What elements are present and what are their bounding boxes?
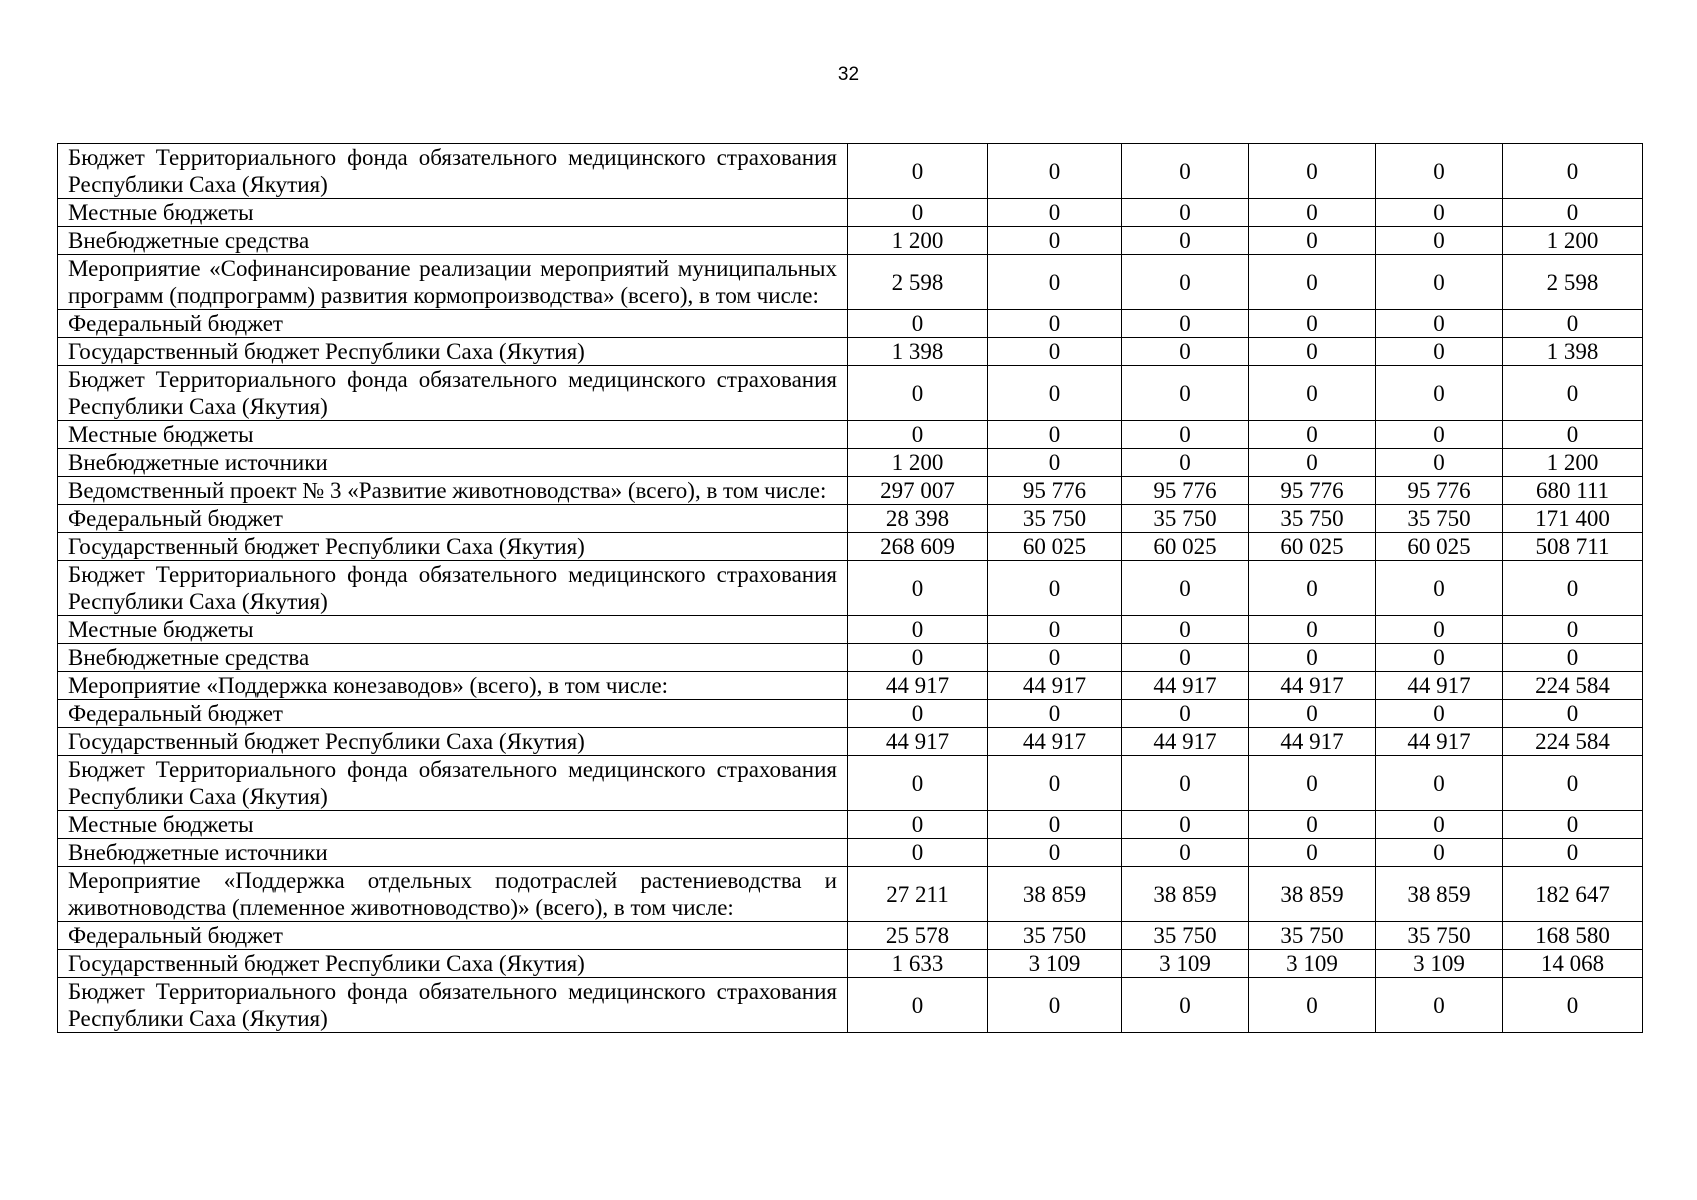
row-value: 0 bbox=[848, 700, 988, 728]
row-label: Бюджет Территориального фонда обязательного медицинского страхования Республики Саха (Якутия) bbox=[58, 366, 848, 421]
table-row bbox=[58, 533, 1643, 561]
row-value: 0 bbox=[848, 839, 988, 867]
budget-table bbox=[57, 143, 1643, 1033]
row-value: 1 398 bbox=[1503, 338, 1643, 366]
row-label: Местные бюджеты bbox=[58, 421, 848, 449]
row-value: 0 bbox=[1376, 421, 1503, 449]
row-value: 0 bbox=[1503, 839, 1643, 867]
row-value: 95 776 bbox=[1249, 477, 1376, 505]
row-value: 0 bbox=[1249, 811, 1376, 839]
table-body bbox=[58, 144, 1643, 1033]
row-value: 0 bbox=[988, 199, 1122, 227]
row-value: 44 917 bbox=[848, 672, 988, 700]
page-number: 32 bbox=[837, 64, 860, 85]
row-value: 38 859 bbox=[1122, 867, 1249, 922]
row-value: 0 bbox=[988, 338, 1122, 366]
table-row bbox=[58, 756, 1643, 811]
row-label: Федеральный бюджет bbox=[58, 700, 848, 728]
row-value: 0 bbox=[988, 366, 1122, 421]
row-value: 60 025 bbox=[1376, 533, 1503, 561]
row-value: 0 bbox=[1503, 144, 1643, 199]
row-value: 0 bbox=[1249, 421, 1376, 449]
row-value: 0 bbox=[988, 700, 1122, 728]
row-value: 44 917 bbox=[1376, 672, 1503, 700]
row-value: 0 bbox=[1376, 227, 1503, 255]
table-row bbox=[58, 616, 1643, 644]
row-value: 44 917 bbox=[988, 728, 1122, 756]
row-value: 0 bbox=[1376, 255, 1503, 310]
row-value: 0 bbox=[1249, 338, 1376, 366]
row-label: Федеральный бюджет bbox=[58, 505, 848, 533]
row-value: 0 bbox=[1122, 811, 1249, 839]
row-value: 0 bbox=[1376, 978, 1503, 1033]
table-row bbox=[58, 144, 1643, 199]
row-value: 35 750 bbox=[988, 922, 1122, 950]
row-value: 0 bbox=[988, 756, 1122, 811]
row-value: 0 bbox=[848, 756, 988, 811]
row-label: Мероприятие «Софинансирование реализации мероприятий муниципальных программ (подпрограмм) развития кормопроизводства» (всего), в том числе: bbox=[58, 255, 848, 310]
row-value: 171 400 bbox=[1503, 505, 1643, 533]
row-value: 0 bbox=[1122, 700, 1249, 728]
row-value: 44 917 bbox=[1376, 728, 1503, 756]
row-label: Федеральный бюджет bbox=[58, 922, 848, 950]
row-value: 0 bbox=[988, 561, 1122, 616]
row-value: 35 750 bbox=[988, 505, 1122, 533]
table-row bbox=[58, 255, 1643, 310]
table-row bbox=[58, 728, 1643, 756]
row-value: 0 bbox=[1249, 310, 1376, 338]
table-row bbox=[58, 227, 1643, 255]
row-label: Федеральный бюджет bbox=[58, 310, 848, 338]
row-label: Государственный бюджет Республики Саха (Якутия) bbox=[58, 950, 848, 978]
row-value: 0 bbox=[1122, 616, 1249, 644]
row-value: 35 750 bbox=[1122, 505, 1249, 533]
row-value: 44 917 bbox=[1122, 728, 1249, 756]
row-label: Местные бюджеты bbox=[58, 811, 848, 839]
row-value: 508 711 bbox=[1503, 533, 1643, 561]
row-value: 0 bbox=[848, 978, 988, 1033]
row-value: 0 bbox=[1249, 839, 1376, 867]
row-value: 0 bbox=[1122, 144, 1249, 199]
row-value: 0 bbox=[1503, 644, 1643, 672]
row-value: 0 bbox=[1249, 255, 1376, 310]
row-value: 60 025 bbox=[1122, 533, 1249, 561]
row-value: 27 211 bbox=[848, 867, 988, 922]
row-value: 0 bbox=[848, 616, 988, 644]
row-value: 0 bbox=[1503, 561, 1643, 616]
row-label: Внебюджетные источники bbox=[58, 839, 848, 867]
row-value: 0 bbox=[1122, 227, 1249, 255]
row-value: 60 025 bbox=[988, 533, 1122, 561]
row-value: 0 bbox=[1249, 616, 1376, 644]
table-row bbox=[58, 310, 1643, 338]
row-value: 0 bbox=[988, 421, 1122, 449]
row-value: 0 bbox=[1249, 144, 1376, 199]
row-value: 95 776 bbox=[1376, 477, 1503, 505]
row-value: 0 bbox=[1376, 338, 1503, 366]
row-value: 0 bbox=[988, 449, 1122, 477]
row-value: 0 bbox=[988, 811, 1122, 839]
row-value: 0 bbox=[1249, 366, 1376, 421]
row-value: 44 917 bbox=[988, 672, 1122, 700]
row-value: 0 bbox=[848, 199, 988, 227]
row-value: 3 109 bbox=[1376, 950, 1503, 978]
row-value: 38 859 bbox=[988, 867, 1122, 922]
row-label: Бюджет Территориального фонда обязательного медицинского страхования Республики Саха (Якутия) bbox=[58, 756, 848, 811]
row-value: 0 bbox=[1122, 421, 1249, 449]
table-row bbox=[58, 839, 1643, 867]
row-value: 2 598 bbox=[848, 255, 988, 310]
table-row bbox=[58, 950, 1643, 978]
row-value: 224 584 bbox=[1503, 728, 1643, 756]
row-value: 44 917 bbox=[848, 728, 988, 756]
table-row bbox=[58, 505, 1643, 533]
table-row bbox=[58, 700, 1643, 728]
row-value: 38 859 bbox=[1249, 867, 1376, 922]
row-value: 0 bbox=[1249, 227, 1376, 255]
table-row bbox=[58, 922, 1643, 950]
table-row bbox=[58, 338, 1643, 366]
row-value: 182 647 bbox=[1503, 867, 1643, 922]
row-value: 1 200 bbox=[1503, 449, 1643, 477]
row-value: 0 bbox=[1503, 616, 1643, 644]
row-value: 0 bbox=[1122, 756, 1249, 811]
row-label: Мероприятие «Поддержка отдельных подотраслей растениеводства и животноводства (племенное животноводство)» (всего), в том числе: bbox=[58, 867, 848, 922]
table-row bbox=[58, 978, 1643, 1033]
row-label: Местные бюджеты bbox=[58, 199, 848, 227]
row-value: 0 bbox=[1376, 616, 1503, 644]
row-value: 35 750 bbox=[1249, 922, 1376, 950]
row-value: 0 bbox=[1503, 811, 1643, 839]
row-value: 0 bbox=[1376, 199, 1503, 227]
table-row bbox=[58, 811, 1643, 839]
row-value: 0 bbox=[1376, 811, 1503, 839]
row-value: 35 750 bbox=[1249, 505, 1376, 533]
row-value: 0 bbox=[1249, 449, 1376, 477]
row-value: 0 bbox=[988, 839, 1122, 867]
row-label: Внебюджетные источники bbox=[58, 449, 848, 477]
row-value: 0 bbox=[1122, 449, 1249, 477]
table-row bbox=[58, 644, 1643, 672]
row-value: 0 bbox=[988, 616, 1122, 644]
row-value: 3 109 bbox=[1122, 950, 1249, 978]
row-value: 25 578 bbox=[848, 922, 988, 950]
row-value: 0 bbox=[1376, 644, 1503, 672]
row-label: Местные бюджеты bbox=[58, 616, 848, 644]
row-value: 0 bbox=[848, 421, 988, 449]
row-value: 44 917 bbox=[1249, 672, 1376, 700]
row-value: 0 bbox=[848, 366, 988, 421]
table-row bbox=[58, 366, 1643, 421]
row-value: 35 750 bbox=[1122, 922, 1249, 950]
row-value: 0 bbox=[1376, 756, 1503, 811]
row-value: 0 bbox=[1503, 756, 1643, 811]
row-value: 60 025 bbox=[1249, 533, 1376, 561]
row-value: 0 bbox=[988, 255, 1122, 310]
row-value: 38 859 bbox=[1376, 867, 1503, 922]
row-value: 1 200 bbox=[848, 449, 988, 477]
row-label: Бюджет Территориального фонда обязательного медицинского страхования Республики Саха (Якутия) bbox=[58, 978, 848, 1033]
row-value: 0 bbox=[1376, 144, 1503, 199]
row-value: 14 068 bbox=[1503, 950, 1643, 978]
row-value: 0 bbox=[1249, 756, 1376, 811]
row-label: Внебюджетные средства bbox=[58, 644, 848, 672]
row-value: 1 200 bbox=[848, 227, 988, 255]
row-value: 0 bbox=[988, 310, 1122, 338]
row-value: 0 bbox=[1503, 700, 1643, 728]
row-value: 0 bbox=[848, 811, 988, 839]
row-value: 0 bbox=[1122, 644, 1249, 672]
row-label: Бюджет Территориального фонда обязательного медицинского страхования Республики Саха (Якутия) bbox=[58, 144, 848, 199]
row-label: Государственный бюджет Республики Саха (Якутия) bbox=[58, 533, 848, 561]
row-value: 0 bbox=[1376, 449, 1503, 477]
table-row bbox=[58, 561, 1643, 616]
table-row bbox=[58, 421, 1643, 449]
row-value: 0 bbox=[848, 561, 988, 616]
row-value: 0 bbox=[1503, 978, 1643, 1033]
row-value: 0 bbox=[1376, 561, 1503, 616]
row-value: 0 bbox=[1376, 310, 1503, 338]
row-label: Мероприятие «Поддержка конезаводов» (всего), в том числе: bbox=[58, 672, 848, 700]
row-value: 0 bbox=[1376, 839, 1503, 867]
row-value: 0 bbox=[1503, 366, 1643, 421]
row-label: Государственный бюджет Республики Саха (Якутия) bbox=[58, 728, 848, 756]
table-row bbox=[58, 672, 1643, 700]
row-value: 168 580 bbox=[1503, 922, 1643, 950]
row-value: 3 109 bbox=[1249, 950, 1376, 978]
row-value: 35 750 bbox=[1376, 922, 1503, 950]
row-label: Внебюджетные средства bbox=[58, 227, 848, 255]
row-value: 35 750 bbox=[1376, 505, 1503, 533]
row-value: 0 bbox=[988, 144, 1122, 199]
row-value: 0 bbox=[1122, 310, 1249, 338]
row-label: Бюджет Территориального фонда обязательного медицинского страхования Республики Саха (Якутия) bbox=[58, 561, 848, 616]
row-label: Государственный бюджет Республики Саха (Якутия) bbox=[58, 338, 848, 366]
row-value: 0 bbox=[1249, 978, 1376, 1033]
row-value: 44 917 bbox=[1249, 728, 1376, 756]
row-value: 0 bbox=[1249, 700, 1376, 728]
row-value: 0 bbox=[1503, 310, 1643, 338]
row-value: 44 917 bbox=[1122, 672, 1249, 700]
row-value: 95 776 bbox=[988, 477, 1122, 505]
row-value: 3 109 bbox=[988, 950, 1122, 978]
row-value: 0 bbox=[988, 644, 1122, 672]
row-label: Ведомственный проект № 3 «Развитие животноводства» (всего), в том числе: bbox=[58, 477, 848, 505]
table-row bbox=[58, 867, 1643, 922]
row-value: 680 111 bbox=[1503, 477, 1643, 505]
row-value: 297 007 bbox=[848, 477, 988, 505]
row-value: 95 776 bbox=[1122, 477, 1249, 505]
row-value: 0 bbox=[988, 978, 1122, 1033]
row-value: 0 bbox=[848, 310, 988, 338]
row-value: 224 584 bbox=[1503, 672, 1643, 700]
row-value: 28 398 bbox=[848, 505, 988, 533]
row-value: 1 398 bbox=[848, 338, 988, 366]
row-value: 0 bbox=[1122, 199, 1249, 227]
row-value: 0 bbox=[988, 227, 1122, 255]
row-value: 0 bbox=[848, 144, 988, 199]
row-value: 0 bbox=[1503, 199, 1643, 227]
row-value: 1 200 bbox=[1503, 227, 1643, 255]
row-value: 0 bbox=[1122, 839, 1249, 867]
row-value: 0 bbox=[1503, 421, 1643, 449]
row-value: 0 bbox=[1249, 644, 1376, 672]
row-value: 0 bbox=[1249, 561, 1376, 616]
row-value: 1 633 bbox=[848, 950, 988, 978]
row-value: 0 bbox=[1122, 561, 1249, 616]
table-row bbox=[58, 449, 1643, 477]
row-value: 268 609 bbox=[848, 533, 988, 561]
row-value: 0 bbox=[1122, 255, 1249, 310]
row-value: 0 bbox=[1122, 366, 1249, 421]
row-value: 0 bbox=[848, 644, 988, 672]
row-value: 0 bbox=[1376, 700, 1503, 728]
row-value: 2 598 bbox=[1503, 255, 1643, 310]
row-value: 0 bbox=[1122, 978, 1249, 1033]
row-value: 0 bbox=[1376, 366, 1503, 421]
table-row bbox=[58, 199, 1643, 227]
row-value: 0 bbox=[1122, 338, 1249, 366]
table-row bbox=[58, 477, 1643, 505]
row-value: 0 bbox=[1249, 199, 1376, 227]
